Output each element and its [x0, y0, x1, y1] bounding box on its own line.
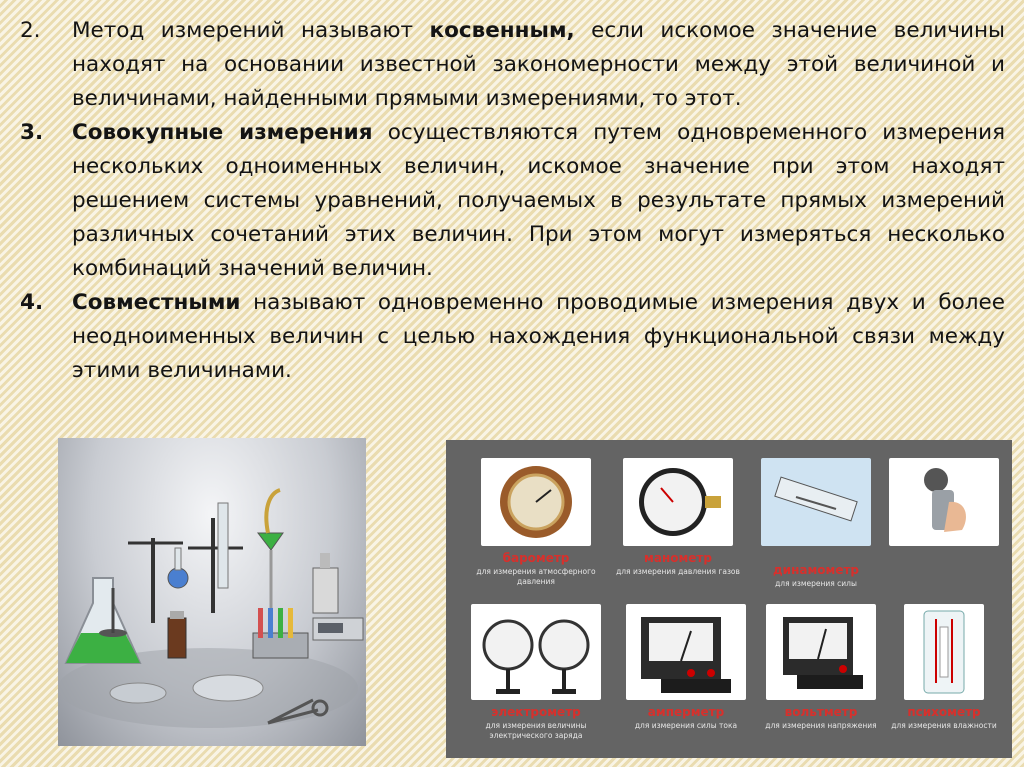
lab-equipment-illustration	[58, 438, 366, 746]
instrument-name: манометр	[644, 551, 712, 565]
lab-equipment-image	[58, 438, 366, 746]
definitions-list	[20, 14, 1005, 388]
instrument-name: амперметр	[647, 705, 725, 719]
instrument-voltmeter	[751, 604, 891, 731]
item-term: Совместными	[72, 290, 241, 315]
item-text	[72, 116, 1005, 286]
instrument-name: барометр	[502, 551, 570, 565]
item-number: 2.	[20, 18, 41, 43]
instruments-panel	[446, 440, 1012, 758]
barometer-icon	[481, 458, 591, 546]
list-item-aggregate	[20, 116, 1005, 286]
item-text-after: осуществляются путем одновременного измерения нескольких одноименных величин, искомое значение при этом находят решением системы уравнений, получаемых в результате прямых измерений различных сочетаний этих величин. При этом могут измеряться несколько комбинаций значений величин.	[72, 120, 1006, 281]
instrument-desc: для измерения напряжения	[765, 721, 877, 730]
instrument-desc: для измерения величины электрического заряда	[485, 721, 587, 740]
instrument-desc: для измерения силы тока	[634, 721, 738, 730]
instrument-name: электрометр	[491, 705, 581, 719]
instrument-desc: для измерения давления газов	[616, 567, 740, 576]
psychrometer-icon	[904, 604, 984, 700]
list-item-joint	[20, 286, 1005, 388]
item-number: 3.	[20, 120, 44, 145]
dynamometer-icon	[761, 458, 871, 546]
instrument-name: вольтметр	[784, 705, 858, 719]
item-text-after: называют одновременно проводимые измерения двух и более неодноименных величин с целью нахождения функциональной связи между этими величинами.	[72, 290, 1005, 383]
voltmeter-icon	[766, 604, 876, 700]
instrument-desc: для измерения атмосферного давления	[476, 567, 596, 586]
instrument-desc: для измерения влажности	[891, 721, 997, 730]
list-item-indirect	[20, 14, 1005, 116]
instrument-manometer	[608, 458, 748, 577]
manometer-icon	[623, 458, 733, 546]
instrument-psychrometer	[874, 604, 1014, 731]
instrument-dynamometer	[746, 458, 886, 589]
item-text	[72, 14, 1005, 116]
instrument-electrometer	[466, 604, 606, 741]
instrument-ammeter	[616, 604, 756, 731]
instrument-barometer	[466, 458, 606, 587]
electrometer-icon	[471, 604, 601, 700]
item-text	[72, 286, 1005, 388]
instrument-hand-dynamometer	[874, 458, 1014, 546]
ammeter-icon	[626, 604, 746, 700]
instrument-name: психометр	[907, 705, 981, 719]
hand-dynamometer-icon	[889, 458, 999, 546]
item-text-before: Метод измерений называют	[72, 18, 430, 43]
item-text-after: если искомое значение величины находят на основании известной закономерности между этой величиной и величинами, найденными прямыми измерениями, то этот.	[72, 18, 1005, 111]
instrument-name: динамометр	[772, 563, 860, 577]
item-term: Совокупные измерения	[72, 120, 373, 145]
item-term: косвенным,	[429, 18, 575, 43]
item-number: 4.	[20, 290, 44, 315]
instrument-desc: для измерения силы	[775, 579, 857, 588]
